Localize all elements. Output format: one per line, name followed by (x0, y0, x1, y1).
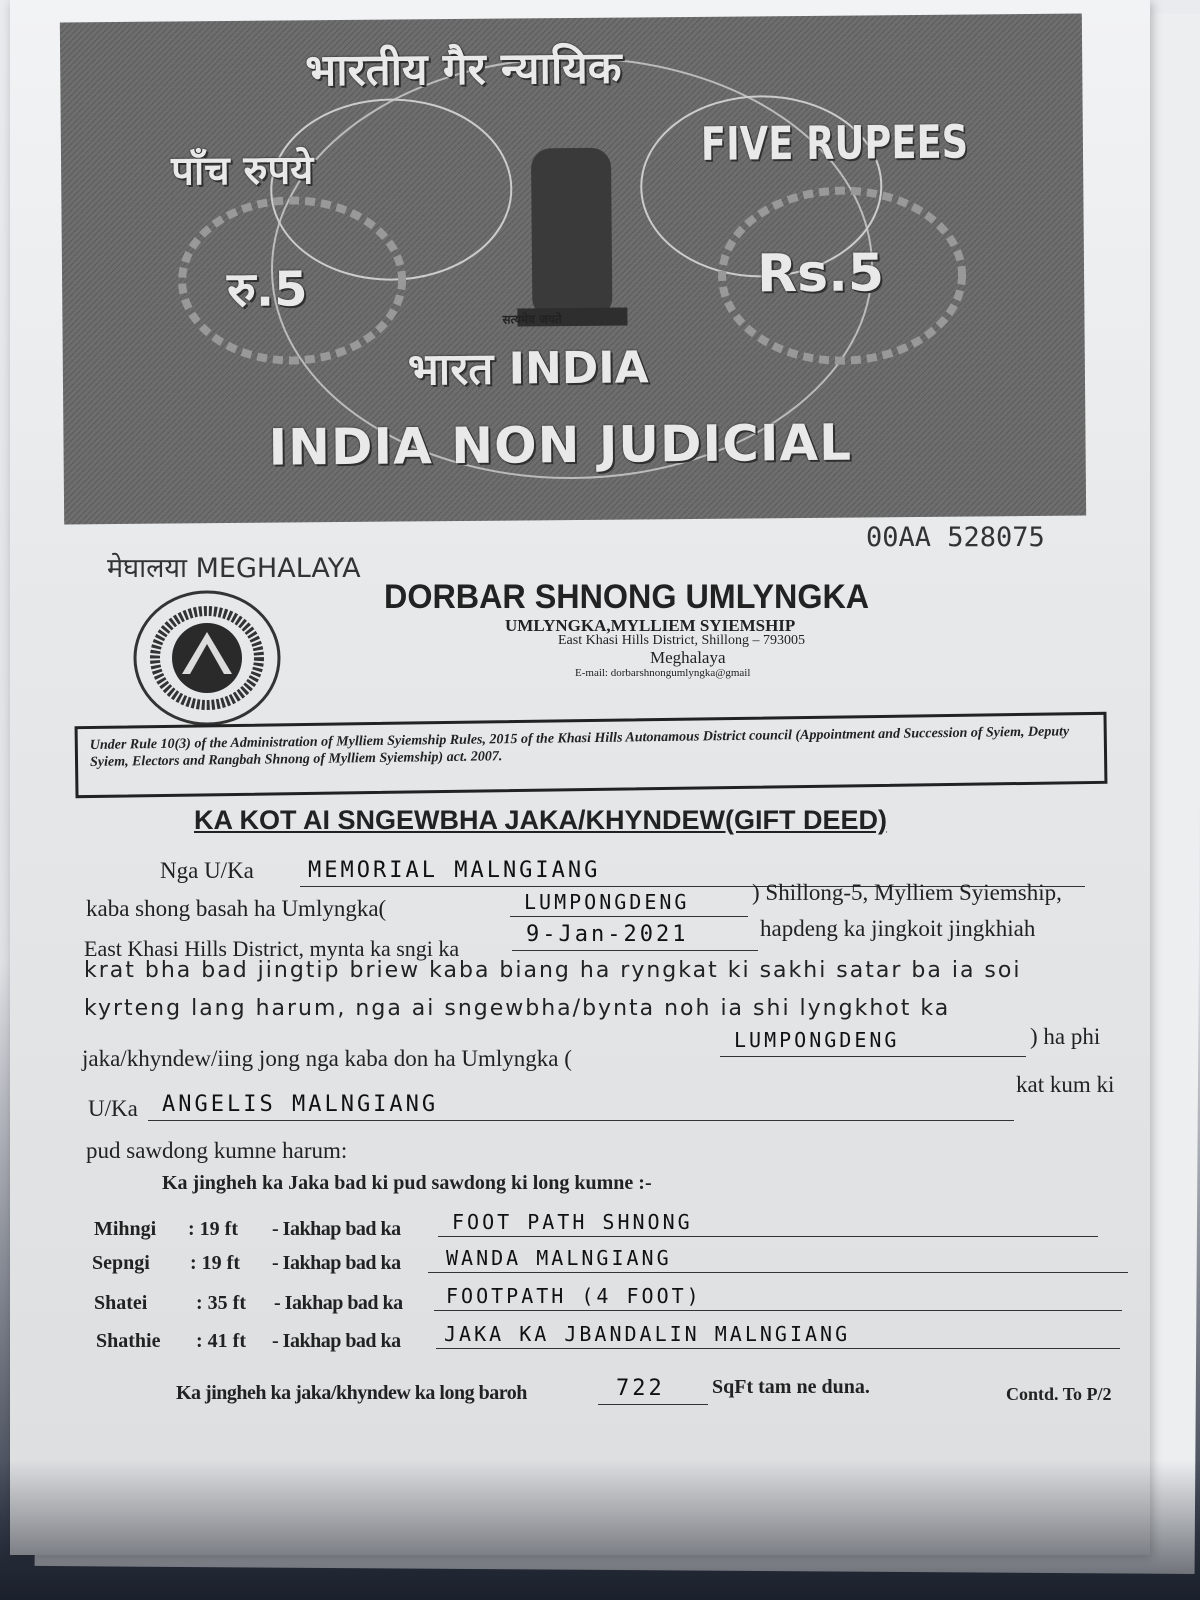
line-7-prefix: U/Ka (88, 1096, 138, 1121)
boundary-relation: - Iakhap bad ka (272, 1218, 401, 1240)
recipient-field (148, 1090, 1014, 1121)
org-address: East Khasi Hills District, Shillong – 793005 (558, 633, 805, 648)
line-4: krat bha bad jingtip briew kaba biang ha ryngkat ki sakhi satar ba ia soi (84, 958, 1022, 983)
boundary-neighbour: WANDA MALNGIANG (446, 1246, 672, 1270)
stamp-non-judicial: INDIA NON JUDICIAL (268, 413, 853, 477)
area-suffix: SqFt tam ne duna. (712, 1376, 870, 1398)
area-value: 722 (616, 1376, 665, 1401)
line-2-suffix: ) Shillong-5, Mylliem Syiemship, (752, 880, 1062, 905)
line-2-prefix: kaba shong basah ha Umlyngka( (86, 896, 387, 921)
rule-note-box (75, 712, 1108, 798)
line-3-prefix: East Khasi Hills District, mynta ka sngi ka (84, 936, 460, 961)
locality-2-field (720, 1028, 1026, 1057)
line-7-suffix: kat kum ki (1016, 1072, 1115, 1097)
boundary-neighbour: FOOT PATH SHNONG (452, 1210, 693, 1234)
stamp-paper-banner (60, 14, 1086, 525)
boundary-field (434, 1282, 1122, 1311)
area-prefix: Ka jingheh ka jaka/khyndew ka long baroh (176, 1382, 527, 1404)
boundary-distance: : 19 ft (190, 1252, 240, 1274)
stamp-emblem-motto: सत्यमेव जयते (502, 312, 562, 327)
boundary-heading: Ka jingheh ka Jaka bad ki pud sawdong ki long kumne :- (162, 1172, 652, 1194)
boundary-distance: : 19 ft (188, 1218, 238, 1240)
recipient-name: ANGELIS MALNGIANG (162, 1092, 439, 1117)
boundary-distance: : 41 ft (196, 1330, 246, 1352)
line-8: pud sawdong kumne harum: (86, 1138, 348, 1163)
boundary-direction: Shathie (96, 1330, 161, 1352)
line-6-prefix: jaka/khyndew/iing jong nga kaba don ha Umlyngka ( (82, 1046, 572, 1071)
org-email: E-mail: dorbarshnongumlyngka@gmail (575, 667, 751, 679)
locality-name: LUMPONGDENG (524, 890, 690, 914)
boundary-relation: - Iakhap bad ka (272, 1252, 401, 1274)
locality-field (510, 888, 748, 917)
boundary-direction: Sepngi (92, 1252, 150, 1274)
boundary-direction: Shatei (94, 1292, 148, 1314)
stamp-bharat-india: भारत INDIA (407, 342, 649, 396)
continued-note: Contd. To P/2 (1006, 1384, 1112, 1404)
stamp-hindi-five-rupees: पाँच रुपये (170, 147, 314, 195)
boundary-field (438, 1208, 1098, 1237)
stamp-serial-number: 00AA 528075 (866, 522, 1045, 553)
deed-date: 9-Jan-2021 (526, 922, 689, 947)
stamp-five-rupees: FIVE RUPEES (700, 114, 969, 171)
boundary-field (428, 1244, 1128, 1273)
boundary-field (436, 1320, 1120, 1349)
area-field (598, 1376, 708, 1405)
boundary-relation: - Iakhap bad ka (274, 1292, 403, 1314)
stamp-hindi-title: भारतीय गैर न्यायिक (305, 42, 622, 97)
rule-note-text: Under Rule 10(3) of the Administration of Mylliem Syiemship Rules, 2015 of the Khasi Hills Autonamous District council (Appointment and Succession of Syiem, Deputy Syiem, Electors and Rangbah Shnong of Mylliem Syiemship) act. 2007. (89, 724, 1070, 770)
line-3-suffix: hapdeng ka jingkoit jingkhiah (760, 916, 1036, 941)
boundary-neighbour: JAKA KA JBANDALIN MALNGIANG (444, 1322, 851, 1346)
deed-title: KA KOT AI SNGEWBHA JAKA/KHYNDEW(GIFT DEED) (194, 805, 887, 835)
line-6-suffix: ) ha phi (1030, 1024, 1101, 1049)
line-5: kyrteng lang harum, nga ai sngewbha/bynta noh ia shi lyngkhot ka (84, 996, 951, 1021)
dorbar-seal-logo (130, 588, 285, 728)
line-1-prefix: Nga U/Ka (160, 858, 254, 883)
org-title: DORBAR SHNONG UMLYNGKA (384, 578, 870, 616)
donor-name: MEMORIAL MALNGIANG (308, 858, 601, 883)
boundary-distance: : 35 ft (196, 1292, 246, 1314)
boundary-neighbour: FOOTPATH (4 FOOT) (446, 1284, 702, 1308)
boundary-direction: Mihngi (94, 1218, 157, 1240)
boundary-relation: - Iakhap bad ka (272, 1330, 401, 1352)
stamp-hindi-value: रु.5 (226, 261, 308, 319)
state-label: मेघालया MEGHALAYA (107, 553, 361, 584)
stamp-value: Rs.5 (756, 243, 885, 305)
org-state: Meghalaya (650, 648, 726, 667)
org-subtitle: UMLYNGKA,MYLLIEM SYIEMSHIP (505, 616, 796, 635)
locality-2-name: LUMPONGDENG (734, 1028, 900, 1052)
date-field (512, 920, 758, 951)
